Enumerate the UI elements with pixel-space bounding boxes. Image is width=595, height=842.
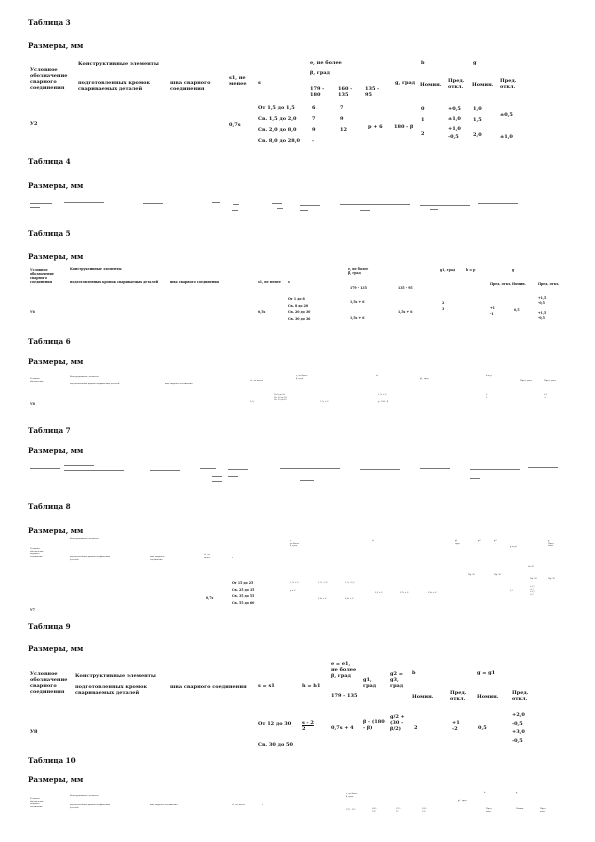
table-7-caption: Таблица 7 bbox=[28, 426, 71, 435]
t9-header-konstr: Конструктивные элементы bbox=[75, 673, 156, 679]
t5-header-e-col2: 135 - 95 bbox=[398, 286, 413, 290]
table-5-subcaption: Размеры, мм bbox=[28, 252, 84, 261]
t9-header-g1: g1, град bbox=[363, 677, 377, 689]
t8-s1: 0,7s bbox=[206, 596, 214, 600]
t3-g-dev: ±0,5 ±1,0 bbox=[500, 112, 513, 140]
t3-header-shva: шва сварного соединения bbox=[170, 80, 211, 92]
t5-formula-e2: 1,5s + 6 bbox=[350, 316, 365, 320]
t9-header-shva: шва сварного соединения bbox=[170, 684, 247, 690]
t9-designation: У8 bbox=[30, 729, 38, 735]
t5-s-ranges: От 1 до 8 Св. 8 до 20 Св. 20 до 30 Св. 30 до 36 bbox=[288, 297, 311, 321]
t6-designation: У8 bbox=[30, 402, 35, 406]
t3-header-e: e, не более β, град bbox=[310, 60, 342, 76]
t9-s-ranges: От 12 до 30 Св. 30 до 50 bbox=[258, 721, 293, 748]
t5-header-podg: подготовленных кромок свариваемых деталей bbox=[70, 280, 159, 284]
t5-formula-b: 1,5s + 6 bbox=[398, 310, 413, 314]
t3-g-nom: 1,0 1,5 2,0 bbox=[473, 106, 482, 138]
t5-header-konstr: Конструктивные элементы bbox=[70, 267, 122, 271]
t5-header-g-nomin: Номин. bbox=[512, 282, 526, 286]
t9-header-b: b bbox=[412, 670, 416, 676]
t5-header-g-pred: Пред. откл. bbox=[538, 282, 560, 286]
t9-header-g-pred: Пред. откл. bbox=[512, 690, 529, 702]
t9-header-gg: g = g1 bbox=[477, 670, 496, 676]
t9-g-nom: 0,5 bbox=[478, 725, 487, 731]
t3-header-e-col1: 179 - 180 bbox=[310, 86, 325, 98]
t5-s1: 0,5s bbox=[258, 310, 266, 314]
t3-header-g-nomin: Номин. bbox=[472, 82, 494, 88]
t5-header-shva: шва сварного соединения bbox=[170, 280, 219, 284]
t9-header-e: e = e1, не более β, град bbox=[331, 661, 357, 679]
t8-s-ranges: От 15 до 25 Св. 25 до 35 Св. 35 до 55 Св. 55 до 60 bbox=[232, 581, 255, 605]
t5-b-nom: 2 3 bbox=[442, 301, 445, 311]
t3-s-ranges: От 1,5 до 1,5 Св. 1,5 до 2,0 Св. 2,0 до 8,0 Св. 8,0 до 28,0 bbox=[258, 105, 300, 144]
t3-b-nom: 0 1 2 bbox=[421, 106, 425, 137]
t3-header-b-pred: Пред. откл. bbox=[448, 78, 465, 90]
table-8-subcaption: Размеры, мм bbox=[28, 526, 84, 535]
t3-header-g2: g bbox=[473, 60, 477, 66]
t3-header-b: b bbox=[421, 60, 425, 66]
t3-designation: У2 bbox=[30, 121, 38, 127]
t5-header-g: g bbox=[512, 268, 515, 272]
t3-b-dev: +0,5 ±1,0 +1,0 -0,5 bbox=[448, 106, 461, 140]
t5-header-b-pred: Пред. откл. bbox=[490, 282, 512, 286]
t9-header-podg: подготовленных кромок свариваемых деталей bbox=[75, 684, 148, 696]
t9-g-dev: +2,0 -0,5 +3,0 -0,5 bbox=[512, 712, 525, 744]
t9-header-g2: g2 = g3, град bbox=[390, 671, 404, 689]
t9-header-h: h = h1 bbox=[302, 683, 321, 689]
table-4-caption: Таблица 4 bbox=[28, 157, 71, 166]
t3-header-s1: s1, не менее bbox=[229, 75, 247, 87]
t9-h-value: s - 2 2 bbox=[302, 720, 314, 732]
table-7-subcaption: Размеры, мм bbox=[28, 446, 84, 455]
t3-header-b-nomin: Номин. bbox=[420, 82, 442, 88]
t5-formula-e1: 1,5s + 6 bbox=[350, 300, 365, 304]
t3-header-g: g, град bbox=[395, 80, 416, 86]
t3-header-s: s bbox=[258, 80, 261, 86]
t5-header-s: s bbox=[288, 280, 290, 284]
t5-header-e: e, не более β, град bbox=[348, 267, 369, 275]
t5-g-nom: 0,5 bbox=[514, 308, 520, 312]
t3-e-col1: 6 7 9 - bbox=[312, 105, 316, 144]
table-6-subcaption: Размеры, мм bbox=[28, 357, 84, 366]
t3-formula-e: p + 6 bbox=[368, 124, 383, 130]
t9-header-b-pred: Пред. откл. bbox=[450, 690, 467, 702]
t3-header-konstr: Конструктивные элементы bbox=[78, 61, 159, 67]
t9-g2-value: g/2 + (30 - β/2) bbox=[390, 714, 405, 732]
t5-b-dev: +1 -1 bbox=[490, 306, 495, 316]
table-5-caption: Таблица 5 bbox=[28, 229, 71, 238]
t3-header-e-col2: 160 - 135 bbox=[338, 86, 353, 98]
t9-header-s: s = s1 bbox=[258, 683, 275, 689]
t9-g1-value: β - (180 - β) bbox=[363, 719, 385, 731]
table-10-caption: Таблица 10 bbox=[28, 756, 76, 765]
t3-header-podg: подготовленных кромок свариваемых деталей bbox=[78, 80, 151, 92]
t5-header-e-col1: 179 - 135 bbox=[350, 286, 367, 290]
t5-header-g1: g1, град bbox=[440, 268, 456, 272]
t9-header-e-range: 179 - 135 bbox=[331, 693, 358, 699]
t9-e-value: 0,7s + 4 bbox=[331, 725, 354, 731]
t3-header-g-pred: Пред. откл. bbox=[500, 78, 517, 90]
t9-header-designation: Условное обозначение сварного соединения bbox=[30, 671, 68, 695]
t3-formula-g: 180 - β bbox=[394, 124, 414, 130]
table-3-caption: Таблица 3 bbox=[28, 18, 71, 27]
t5-header-b: b = p bbox=[466, 268, 476, 272]
t5-g-dev: +1,5 -0,5 +1,5 -0,5 bbox=[538, 296, 547, 320]
t9-b-dev: +1 -2 bbox=[452, 720, 460, 732]
t3-s1: 0,7s bbox=[229, 122, 241, 128]
table-4-subcaption: Размеры, мм bbox=[28, 181, 84, 190]
table-9-subcaption: Размеры, мм bbox=[28, 644, 84, 653]
t3-e-col2: 7 9 12 bbox=[340, 105, 347, 133]
t9-header-b-nomin: Номин. bbox=[412, 694, 434, 700]
t5-header-designation: Условное обозначение сварного соединения bbox=[30, 268, 54, 284]
t9-b-nom: 2 bbox=[414, 725, 418, 731]
table-8-caption: Таблица 8 bbox=[28, 502, 71, 511]
t5-header-s1: s1, не менее bbox=[258, 280, 281, 284]
t9-header-g-nomin: Номин. bbox=[477, 694, 499, 700]
t3-header-designation: Условное обозначение сварного соединения bbox=[30, 67, 68, 91]
t5-designation: У6 bbox=[30, 310, 35, 314]
table-3-subcaption: Размеры, мм bbox=[28, 41, 84, 50]
table-9-caption: Таблица 9 bbox=[28, 622, 71, 631]
t3-header-e-col3: 135 - 95 bbox=[365, 86, 380, 98]
table-6-caption: Таблица 6 bbox=[28, 337, 71, 346]
table-10-subcaption: Размеры, мм bbox=[28, 775, 84, 784]
t8-designation: У7 bbox=[30, 608, 35, 612]
